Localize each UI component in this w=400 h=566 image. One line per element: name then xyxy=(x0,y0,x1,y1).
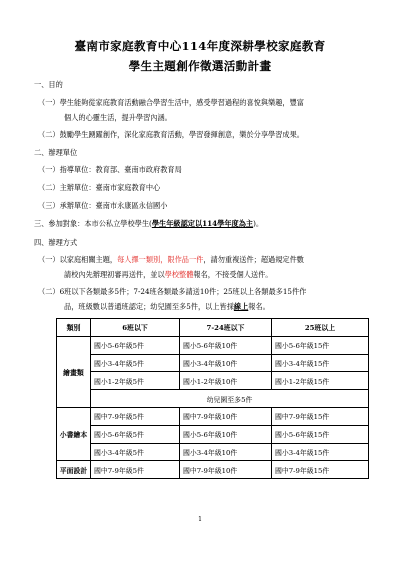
section-4-heading: 四、辦理方式 xyxy=(34,238,78,247)
table-cell: 國小3-4年級5件 xyxy=(91,443,180,461)
table-cell: 國中7-9年級5件 xyxy=(91,461,180,479)
section-2-item-2: （二）主辦單位：臺南市家庭教育中心 xyxy=(38,183,161,192)
section-4-item-2-cont-underline: 線上 xyxy=(233,302,249,311)
table-cell: 國小3-4年級15件 xyxy=(272,354,369,372)
page-number: 1 xyxy=(198,516,202,523)
section-4-item-1-cont-red: 學校整體 xyxy=(164,270,194,279)
category-graphic-design: 平面設計 xyxy=(57,461,91,479)
document-subtitle: 學生主題創作徵選活動計畫 xyxy=(128,59,272,73)
section-4-item-1-cont-pre: 請校內先辦理初審再送件，並以 xyxy=(64,270,165,279)
table-cell: 國小1-2年級5件 xyxy=(91,372,180,390)
section-1-item-1: （一）學生能夠從家庭教育活動融合學習生活中，感受學習過程的喜悅與樂趣，豐富 xyxy=(38,98,304,107)
table-row xyxy=(57,372,369,390)
table-row xyxy=(57,390,369,408)
table-cell: 國小5-6年級15件 xyxy=(272,425,369,443)
table-cell: 國小5-6年級5件 xyxy=(91,425,180,443)
table-cell: 國小1-2年級10件 xyxy=(180,372,272,390)
section-2-heading: 二、辦理單位 xyxy=(34,148,78,157)
table-cell: 國小3-4年級10件 xyxy=(180,443,272,461)
table-row xyxy=(57,336,369,354)
section-4-item-1-post: ，請勿重複送件；超過規定件數 xyxy=(203,255,304,264)
table-row xyxy=(57,425,369,443)
table-cell: 國小5-6年級10件 xyxy=(180,425,272,443)
category-drawing: 繪畫類 xyxy=(57,336,91,407)
table-row xyxy=(57,354,369,372)
section-4-item-1-red: 每人擇一類別，限作品一件 xyxy=(117,255,204,264)
table-row xyxy=(57,443,369,461)
table-cell: 國小1-2年級15件 xyxy=(272,372,369,390)
table-row xyxy=(57,461,369,479)
section-1-heading: 一、目的 xyxy=(34,80,63,89)
section-3-prefix: 三、參加對象：本市公私立學校學生( xyxy=(34,219,152,228)
table-cell: 國中7-9年級15件 xyxy=(272,461,369,479)
section-4-item-1-cont xyxy=(64,270,272,279)
section-4-item-1-pre: （一）以家庭相關主題， xyxy=(38,255,118,264)
table-header-cell: 25班以上 xyxy=(272,319,369,337)
section-4-item-2-cont-pre: 品，班級數以普通班認定；幼兒園至多5件，以上皆採 xyxy=(64,302,234,311)
table-cell: 國小3-4年級15件 xyxy=(272,443,369,461)
table-cell: 國中7-9年級10件 xyxy=(180,461,272,479)
section-3-emphasis: 學生年級認定以114學年度為主 xyxy=(151,219,254,228)
section-2-item-1: （一）指導單位：教育部、臺南市政府教育局 xyxy=(38,165,182,174)
document-title: 臺南市家庭教育中心114年度深耕學校家庭教育 xyxy=(74,39,326,53)
table-header-row xyxy=(57,319,369,337)
section-3-suffix: )。 xyxy=(253,219,264,228)
table-cell: 國中7-9年級10件 xyxy=(180,407,272,425)
table-row xyxy=(57,407,369,425)
kindergarten-cell: 幼兒園至多5件 xyxy=(91,390,369,408)
section-1-item-2: （二）鼓勵學生踴躍創作，深化家庭教育活動，學習發揮創意，樂於分享學習成果。 xyxy=(38,130,304,139)
table-cell: 國小5-6年級5件 xyxy=(91,336,180,354)
table-header-cell: 6班以下 xyxy=(91,319,180,337)
section-4-item-2-cont-post: 報名。 xyxy=(248,302,270,311)
section-4-item-1-cont-post: 報名，不接受個人送件。 xyxy=(193,270,273,279)
table-cell: 國中7-9年級5件 xyxy=(91,407,180,425)
section-4-item-1 xyxy=(38,255,304,264)
section-3-line xyxy=(34,219,263,228)
section-4-item-2: （二）6班以下各類最多5件；7-24班各類最多請送10件；25班以上各類最多15件作 xyxy=(38,287,307,296)
table-cell: 國小5-6年級15件 xyxy=(272,336,369,354)
table-header-cell: 7-24班以下 xyxy=(180,319,272,337)
table-cell: 國中7-9年級15件 xyxy=(272,407,369,425)
section-2-item-3: （三）承辦單位：臺南市永康區永信國小 xyxy=(38,201,168,210)
table-header-cell: 類別 xyxy=(57,319,91,337)
table-cell: 國小5-6年級10件 xyxy=(180,336,272,354)
table-cell: 國小3-4年級5件 xyxy=(91,354,180,372)
section-4-item-2-cont xyxy=(64,302,270,311)
section-1-item-1-cont: 個人的心靈生活，提升學習內涵。 xyxy=(64,113,172,122)
category-picture-book: 小書繪本 xyxy=(57,407,91,460)
quota-table xyxy=(56,318,369,479)
table-cell: 國小3-4年級10件 xyxy=(180,354,272,372)
